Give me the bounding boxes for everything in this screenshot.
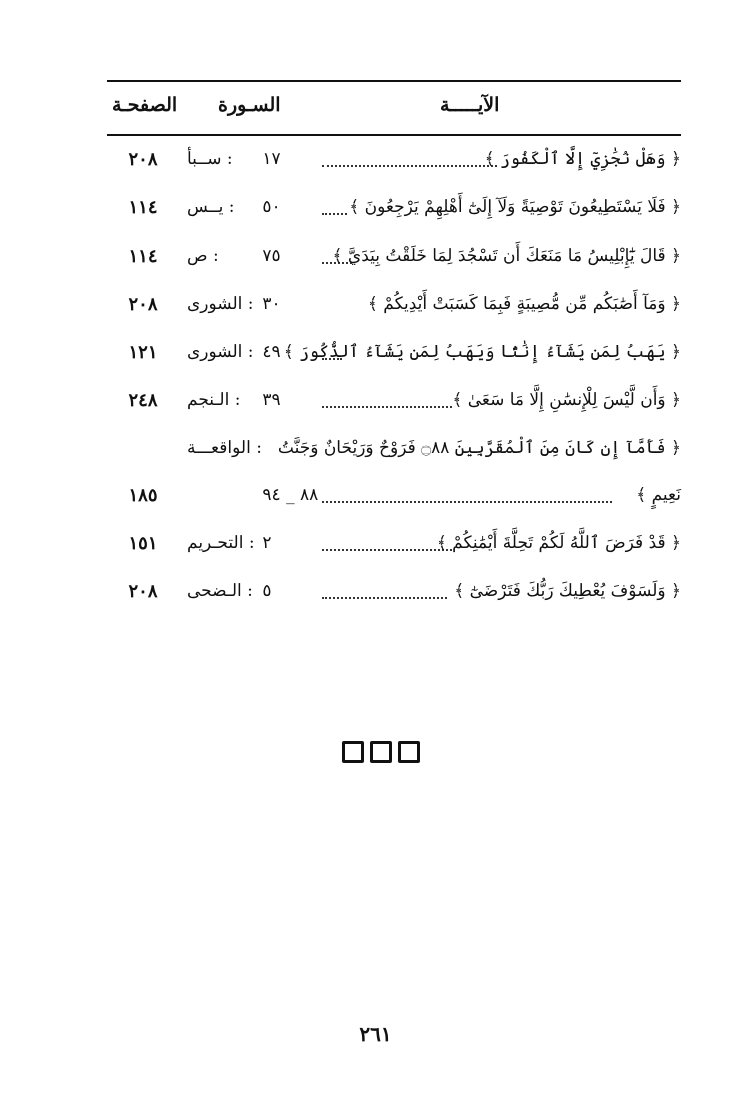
ayah-number: ٣٠ bbox=[262, 294, 281, 314]
page-number-cell: ٢٤٨ bbox=[128, 390, 158, 411]
surah-name: الشورى : bbox=[187, 342, 254, 362]
ayah-number: ٢ bbox=[262, 533, 272, 553]
page-number-cell: ١٢١ bbox=[128, 342, 158, 363]
verse-text: ﴿ قَالَ يَٰٓإِبْلِيسُ مَا مَنَعَكَ أَن تَسْجُدَ لِمَا خَلَقْتُ بِيَدَيَّ ﴾ bbox=[332, 246, 681, 266]
page-number-cell: ١٨٥ bbox=[128, 485, 158, 506]
end-ornament bbox=[342, 741, 420, 763]
table-row bbox=[107, 432, 681, 466]
page-number: ٢٦١ bbox=[359, 1022, 392, 1046]
surah-name: الشورى : bbox=[187, 294, 254, 314]
header-rule bbox=[107, 134, 681, 136]
ayah-number: ٨٨ _ ٩٤ bbox=[262, 485, 319, 505]
ayah-number: ٧٥ bbox=[262, 246, 281, 266]
verse-text: ﴿ وَهَلْ نُجَٰزِيٓ إِلَّا ٱلْكَفُورَ ﴾ bbox=[484, 149, 681, 169]
surah-name: الواقعـــة : bbox=[187, 438, 262, 458]
page-number-cell: ١١٤ bbox=[128, 246, 158, 267]
table-row bbox=[107, 527, 681, 561]
header-page-column: الصفحـة bbox=[112, 94, 178, 116]
top-rule bbox=[107, 80, 681, 82]
table-row bbox=[107, 143, 681, 177]
ayah-number: ٤٩ bbox=[262, 342, 281, 362]
page-number-cell: ٢٠٨ bbox=[128, 294, 158, 315]
header-surah-column: السـورة bbox=[218, 94, 281, 116]
verse-text: ﴿ وَمَآ أَصَٰبَكُم مِّن مُّصِيبَةٍ فَبِمَا كَسَبَتْ أَيْدِيكُمْ ﴾ bbox=[367, 294, 681, 314]
table-row bbox=[107, 384, 681, 418]
header-ayah-column: الآيـــــة bbox=[440, 94, 500, 116]
page-number-cell: ١٥١ bbox=[128, 533, 158, 554]
verse-text: ﴿ يَهَبُ لِمَن يَشَآءُ إِنَٰثًا وَيَهَبُ لِمَن يَشَآءُ ٱلذُّكُورَ ﴾ bbox=[283, 342, 681, 362]
page-number-cell: ٢٠٨ bbox=[128, 149, 158, 170]
table-row bbox=[107, 240, 681, 274]
surah-name: الـنجم : bbox=[187, 390, 241, 410]
surah-name: ص : bbox=[187, 246, 219, 266]
table-row bbox=[107, 479, 681, 513]
table-row bbox=[107, 191, 681, 225]
verse-text: ﴿ وَأَن لَّيْسَ لِلْإِنسَٰنِ إِلَّا مَا سَعَىٰ ﴾ bbox=[452, 390, 681, 410]
surah-name: الـضحى : bbox=[187, 581, 253, 601]
ayah-number: ١٧ bbox=[262, 149, 281, 169]
verse-text: ﴿ فَأَمَّآ إِن كَانَ مِنَ ٱلْمُقَرَّبِينَ ۝٨٨ فَرَوْحٌ وَرَيْحَانٌ وَجَنَّتُ bbox=[277, 438, 681, 458]
ayah-number: ٣٩ bbox=[262, 390, 281, 410]
table-row bbox=[107, 288, 681, 322]
table-row bbox=[107, 575, 681, 609]
square-ornament-icon bbox=[342, 741, 364, 763]
verse-text: نَعِيمٍ ﴾ bbox=[636, 485, 681, 505]
page-number-cell: ٢٠٨ bbox=[128, 581, 158, 602]
verse-text: ﴿ فَلَا يَسْتَطِيعُونَ تَوْصِيَةً وَلَآ إِلَىٰٓ أَهْلِهِمْ يَرْجِعُونَ ﴾ bbox=[349, 197, 681, 217]
page-number-cell: ١١٤ bbox=[128, 197, 158, 218]
surah-name: التحـريم : bbox=[187, 533, 255, 553]
verse-text: ﴿ قَدْ فَرَضَ ٱللَّهُ لَكُمْ تَحِلَّةَ أَيْمَٰنِكُمْ ﴾ bbox=[436, 533, 681, 553]
square-ornament-icon bbox=[370, 741, 392, 763]
ayah-number: ٥٠ bbox=[262, 197, 281, 217]
surah-name: ســبأ : bbox=[187, 149, 233, 169]
verse-text: ﴿ وَلَسَوْفَ يُعْطِيكَ رَبُّكَ فَتَرْضَىٰٓ ﴾ bbox=[454, 581, 681, 601]
surah-name: يــس : bbox=[187, 197, 235, 217]
square-ornament-icon bbox=[398, 741, 420, 763]
table-row bbox=[107, 336, 681, 370]
ayah-number: ٥ bbox=[262, 581, 272, 601]
